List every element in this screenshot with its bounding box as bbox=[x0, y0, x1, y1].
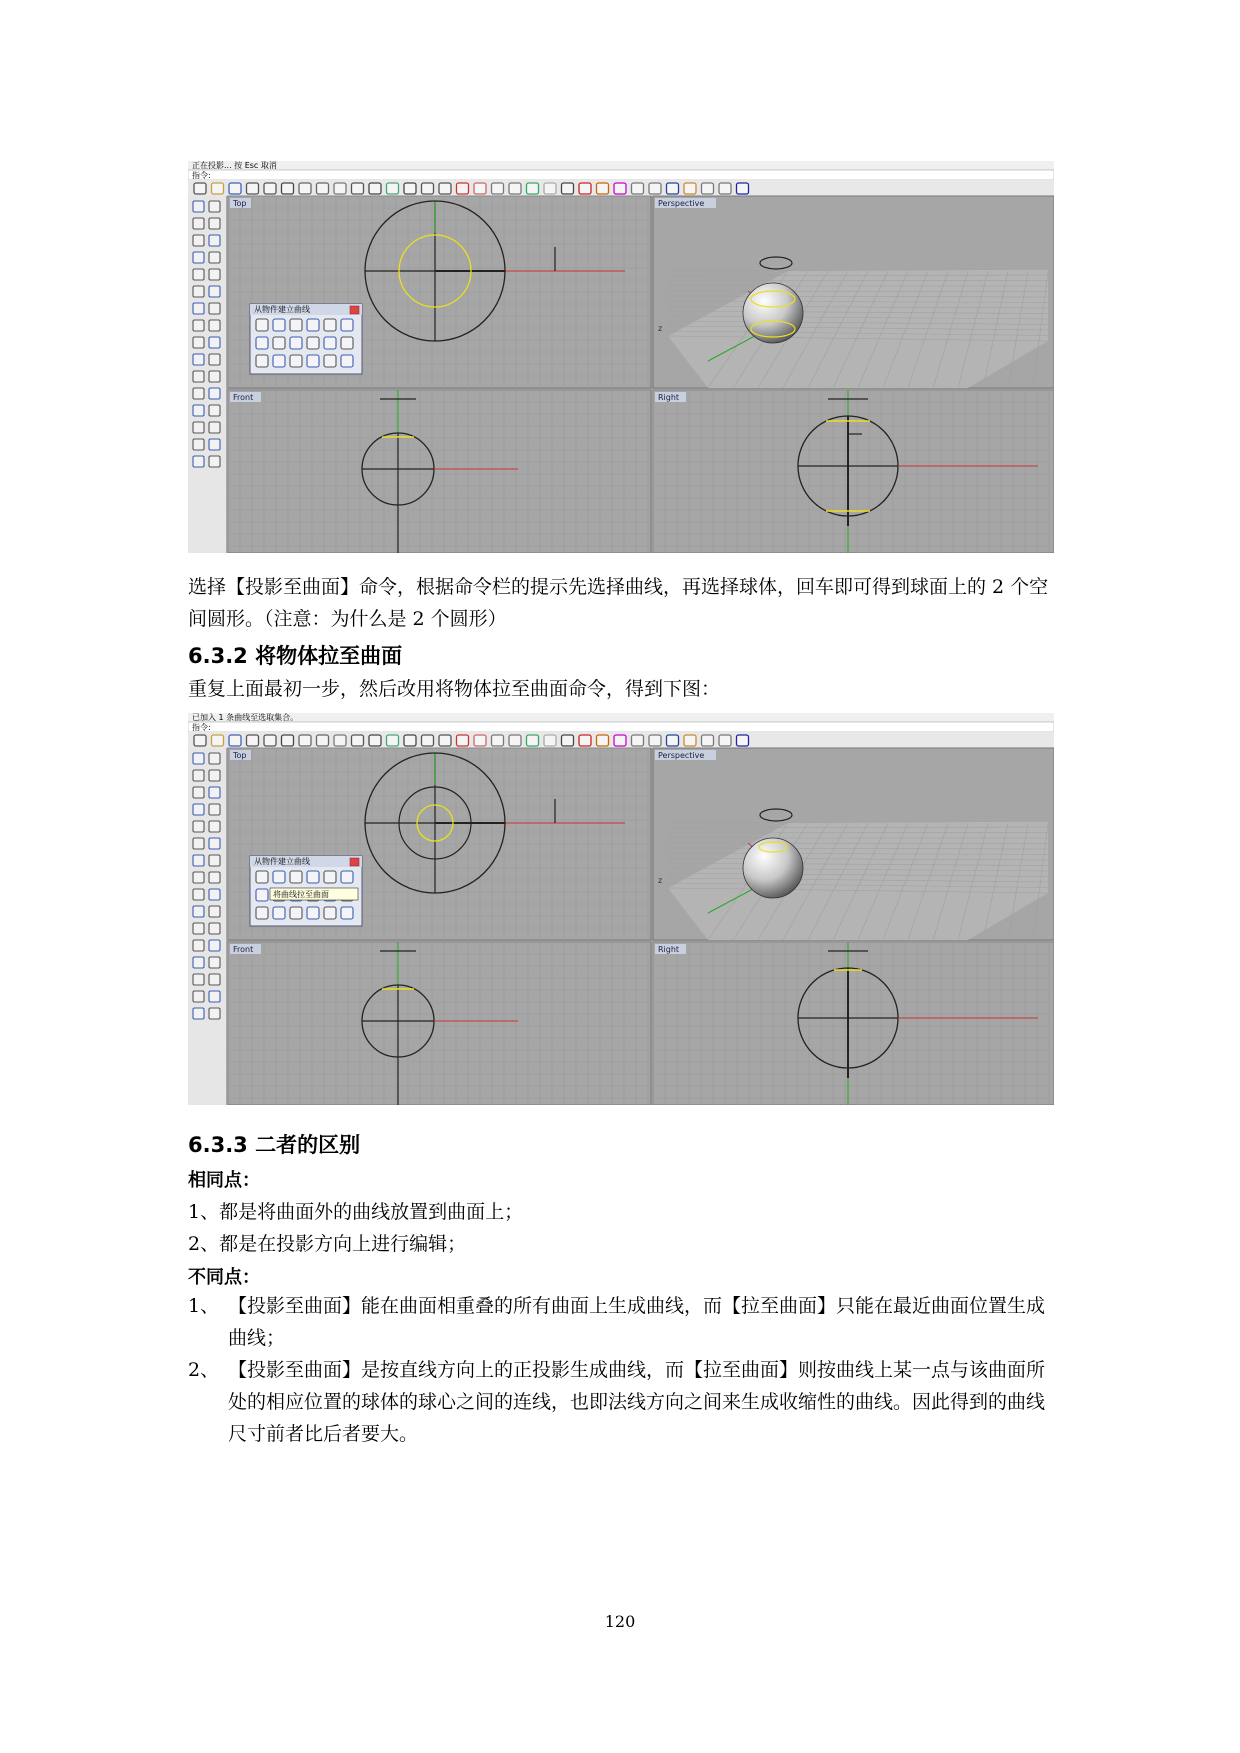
toolbar-button bbox=[457, 735, 469, 746]
side-tool-button bbox=[193, 855, 204, 866]
palette-tool-button bbox=[307, 319, 319, 331]
side-tool-button bbox=[209, 872, 220, 883]
toolbar-button bbox=[562, 735, 574, 746]
palette-tool-button bbox=[290, 337, 302, 349]
toolbar-button bbox=[719, 735, 731, 746]
shot1-palette-title: 从物件建立曲线 bbox=[254, 305, 310, 314]
same-item-1: 1、都是将曲面外的曲线放置到曲面上； bbox=[188, 1201, 524, 1223]
toolbar-button bbox=[667, 183, 679, 194]
side-tool-button bbox=[209, 303, 220, 314]
palette-tool-button bbox=[341, 337, 353, 349]
toolbar-button bbox=[317, 183, 329, 194]
paragraph-projection: 选择【投影至曲面】命令，根据命令栏的提示先选择曲线，再选择球体，回车即可得到球面上的 2 个空间圆形。（注意：为什么是 2 个圆形） bbox=[188, 576, 1049, 630]
palette-tool-button bbox=[273, 871, 285, 883]
palette-tool-button bbox=[307, 337, 319, 349]
toolbar-button bbox=[527, 735, 539, 746]
side-tool-button bbox=[209, 1008, 220, 1019]
side-tool-button bbox=[209, 320, 220, 331]
side-tool-button bbox=[209, 252, 220, 263]
side-tool-button bbox=[193, 906, 204, 917]
toolbar-button bbox=[282, 183, 294, 194]
side-tool-button bbox=[193, 753, 204, 764]
toolbar-button bbox=[544, 735, 556, 746]
toolbar-button bbox=[632, 183, 644, 194]
shot2-command-label: 指令: bbox=[192, 723, 211, 732]
side-tool-button bbox=[209, 235, 220, 246]
diff-item-2 bbox=[188, 1354, 1058, 1450]
palette-tool-button bbox=[273, 337, 285, 349]
side-tool-button bbox=[209, 405, 220, 416]
same-item-2: 2、都是在投影方向上进行编辑； bbox=[188, 1233, 467, 1255]
side-tool-button bbox=[193, 821, 204, 832]
toolbar-button bbox=[299, 183, 311, 194]
toolbar-button bbox=[229, 735, 241, 746]
page-number: 120 bbox=[604, 1612, 636, 1631]
side-tool-button bbox=[209, 439, 220, 450]
side-tool-button bbox=[209, 218, 220, 229]
side-tool-button bbox=[193, 1008, 204, 1019]
toolbar-button bbox=[404, 183, 416, 194]
palette-tool-button bbox=[273, 319, 285, 331]
toolbar-button bbox=[334, 183, 346, 194]
side-tool-button bbox=[193, 439, 204, 450]
toolbar-button bbox=[229, 183, 241, 194]
side-tool-button bbox=[193, 235, 204, 246]
side-tool-button bbox=[193, 286, 204, 297]
palette-tool-button bbox=[341, 355, 353, 367]
palette-tool-button bbox=[256, 871, 268, 883]
palette-tool-button bbox=[256, 907, 268, 919]
same-points-label: 相同点： bbox=[188, 1170, 260, 1191]
toolbar-button bbox=[614, 183, 626, 194]
toolbar-button bbox=[474, 735, 486, 746]
perspective-sphere bbox=[743, 283, 803, 343]
side-tool-button bbox=[209, 991, 220, 1002]
side-tool-button bbox=[209, 201, 220, 212]
side-tool-button bbox=[193, 303, 204, 314]
palette-tool-button bbox=[324, 319, 336, 331]
side-tool-button bbox=[209, 388, 220, 399]
toolbar-button bbox=[579, 735, 591, 746]
toolbar-button bbox=[614, 735, 626, 746]
side-tool-button bbox=[209, 422, 220, 433]
toolbar-button bbox=[562, 183, 574, 194]
toolbar-button bbox=[597, 183, 609, 194]
side-tool-button bbox=[209, 855, 220, 866]
palette-tool-button bbox=[307, 907, 319, 919]
toolbar-button bbox=[737, 183, 749, 194]
side-tool-button bbox=[209, 889, 220, 900]
shot2-tooltip: 将曲线拉至曲面 bbox=[273, 890, 329, 899]
palette-tool-button bbox=[341, 319, 353, 331]
toolbar-button bbox=[387, 735, 399, 746]
toolbar-button bbox=[509, 735, 521, 746]
side-tool-button bbox=[193, 923, 204, 934]
diff-item-2-text: 【投影至曲面】是按直线方向上的正投影生成曲线，而【拉至曲面】则按曲线上某一点与该曲面所处的相应位置的球体的球心之间的连线，也即法线方向之间来生成收缩性的曲线。因此得到的曲线尺寸前者比后者要大。 bbox=[228, 1359, 1046, 1445]
diff-item-2-number: 2、 bbox=[188, 1359, 220, 1381]
palette-tool-button bbox=[324, 337, 336, 349]
toolbar-button bbox=[719, 183, 731, 194]
toolbar-button bbox=[369, 735, 381, 746]
toolbar-button bbox=[422, 735, 434, 746]
toolbar-button bbox=[492, 735, 504, 746]
perspective-sphere bbox=[743, 838, 803, 898]
palette-tool-button bbox=[256, 319, 268, 331]
toolbar-button bbox=[544, 183, 556, 194]
toolbar-button bbox=[387, 183, 399, 194]
shot2-palette-title: 从物件建立曲线 bbox=[254, 857, 310, 866]
palette-tool-button bbox=[273, 355, 285, 367]
side-tool-button bbox=[209, 371, 220, 382]
side-tool-button bbox=[193, 787, 204, 798]
toolbar-button bbox=[649, 183, 661, 194]
toolbar-button bbox=[702, 183, 714, 194]
section-heading-633: 6.3.3 二者的区别 bbox=[188, 1133, 361, 1157]
side-tool-button bbox=[193, 872, 204, 883]
side-tool-button bbox=[209, 337, 220, 348]
side-tool-button bbox=[193, 770, 204, 781]
side-tool-button bbox=[209, 974, 220, 985]
svg-text:z: z bbox=[658, 324, 663, 333]
toolbar-button bbox=[247, 183, 259, 194]
toolbar-button bbox=[334, 735, 346, 746]
toolbar-button bbox=[649, 735, 661, 746]
toolbar-button bbox=[684, 183, 696, 194]
side-tool-button bbox=[209, 354, 220, 365]
side-tool-button bbox=[193, 940, 204, 951]
side-tool-button bbox=[193, 252, 204, 263]
side-tool-button bbox=[193, 269, 204, 280]
toolbar-button bbox=[492, 183, 504, 194]
toolbar-button bbox=[737, 735, 749, 746]
palette-tool-button bbox=[273, 907, 285, 919]
toolbar-button bbox=[439, 735, 451, 746]
toolbar-button bbox=[579, 183, 591, 194]
shot1-viewport-label-perspective: Perspective bbox=[658, 199, 705, 208]
rhino-screenshot-pull bbox=[188, 713, 1054, 1105]
side-tool-button bbox=[209, 804, 220, 815]
toolbar-button bbox=[597, 735, 609, 746]
palette-tool-button bbox=[324, 355, 336, 367]
toolbar-button bbox=[369, 183, 381, 194]
section-heading-632: 6.3.2 将物体拉至曲面 bbox=[188, 644, 403, 668]
side-tool-button bbox=[209, 753, 220, 764]
palette-close-button bbox=[350, 306, 359, 314]
palette-tool-button bbox=[256, 889, 268, 901]
side-tool-button bbox=[193, 804, 204, 815]
diff-item-1-text: 【投影至曲面】能在曲面相重叠的所有曲面上生成曲线，而【拉至曲面】只能在最近曲面位置生成曲线； bbox=[228, 1295, 1046, 1349]
toolbar-button bbox=[404, 735, 416, 746]
different-points-label: 不同点： bbox=[188, 1267, 260, 1288]
shot2-viewport-label-right: Right bbox=[658, 945, 680, 954]
side-tool-button bbox=[193, 889, 204, 900]
toolbar-button bbox=[352, 735, 364, 746]
rhino-screenshot-projection bbox=[188, 161, 1054, 553]
palette-tool-button bbox=[307, 871, 319, 883]
side-tool-button bbox=[193, 371, 204, 382]
shot1-viewport-label-right: Right bbox=[658, 393, 680, 402]
side-tool-button bbox=[193, 218, 204, 229]
palette-tool-button bbox=[290, 355, 302, 367]
toolbar-button bbox=[667, 735, 679, 746]
side-tool-button bbox=[209, 787, 220, 798]
toolbar-button bbox=[352, 183, 364, 194]
side-tool-button bbox=[209, 286, 220, 297]
side-tool-button bbox=[209, 940, 220, 951]
toolbar-button bbox=[422, 183, 434, 194]
side-tool-button bbox=[209, 456, 220, 467]
side-tool-button bbox=[193, 957, 204, 968]
toolbar-button bbox=[474, 183, 486, 194]
toolbar-button bbox=[702, 735, 714, 746]
palette-tool-button bbox=[256, 355, 268, 367]
palette-close-button bbox=[350, 858, 359, 866]
side-tool-button bbox=[193, 422, 204, 433]
palette-tool-button bbox=[307, 355, 319, 367]
shot2-status-line: 已加入 1 条曲线至选取集合。 bbox=[192, 713, 299, 722]
side-tool-button bbox=[193, 201, 204, 212]
paragraph-pull: 重复上面最初一步，然后改用将物体拉至曲面命令，得到下图： bbox=[188, 678, 721, 700]
palette-tool-button bbox=[290, 871, 302, 883]
diff-item-1-number: 1、 bbox=[188, 1295, 220, 1317]
side-tool-button bbox=[193, 456, 204, 467]
side-tool-button bbox=[209, 269, 220, 280]
palette-tool-button bbox=[341, 871, 353, 883]
toolbar-button bbox=[317, 735, 329, 746]
shot1-status-line: 正在投影... 按 Esc 取消 bbox=[192, 161, 277, 170]
shot1-viewport-label-top: Top bbox=[233, 199, 247, 208]
shot2-viewport-label-top: Top bbox=[233, 751, 247, 760]
palette-tool-button bbox=[324, 871, 336, 883]
side-tool-button bbox=[193, 354, 204, 365]
toolbar-button bbox=[299, 735, 311, 746]
palette-tool-button bbox=[341, 907, 353, 919]
shot1-viewport-label-front: Front bbox=[233, 393, 254, 402]
toolbar-button bbox=[439, 183, 451, 194]
toolbar-button bbox=[457, 183, 469, 194]
side-tool-button bbox=[193, 974, 204, 985]
toolbar-button bbox=[527, 183, 539, 194]
shot2-viewport-label-front: Front bbox=[233, 945, 254, 954]
side-tool-button bbox=[193, 405, 204, 416]
toolbar-button bbox=[194, 183, 206, 194]
toolbar-button bbox=[194, 735, 206, 746]
toolbar-button bbox=[212, 183, 224, 194]
side-tool-button bbox=[193, 388, 204, 399]
shot2-viewport-label-perspective: Perspective bbox=[658, 751, 705, 760]
toolbar-button bbox=[247, 735, 259, 746]
side-tool-button bbox=[209, 923, 220, 934]
palette-tool-button bbox=[256, 337, 268, 349]
side-tool-button bbox=[193, 991, 204, 1002]
side-tool-button bbox=[209, 957, 220, 968]
diff-item-1 bbox=[188, 1290, 1058, 1354]
side-tool-button bbox=[193, 320, 204, 331]
palette-tool-button bbox=[290, 907, 302, 919]
side-tool-button bbox=[193, 838, 204, 849]
side-tool-button bbox=[209, 906, 220, 917]
toolbar-button bbox=[212, 735, 224, 746]
shot1-command-label: 指令: bbox=[192, 171, 211, 180]
svg-text:z: z bbox=[658, 876, 663, 885]
side-tool-button bbox=[209, 838, 220, 849]
side-tool-button bbox=[209, 770, 220, 781]
side-tool-button bbox=[209, 821, 220, 832]
toolbar-button bbox=[264, 735, 276, 746]
toolbar-button bbox=[684, 735, 696, 746]
toolbar-button bbox=[509, 183, 521, 194]
toolbar-button bbox=[632, 735, 644, 746]
toolbar-button bbox=[282, 735, 294, 746]
palette-tool-button bbox=[324, 907, 336, 919]
side-tool-button bbox=[193, 337, 204, 348]
palette-tool-button bbox=[290, 319, 302, 331]
toolbar-button bbox=[264, 183, 276, 194]
